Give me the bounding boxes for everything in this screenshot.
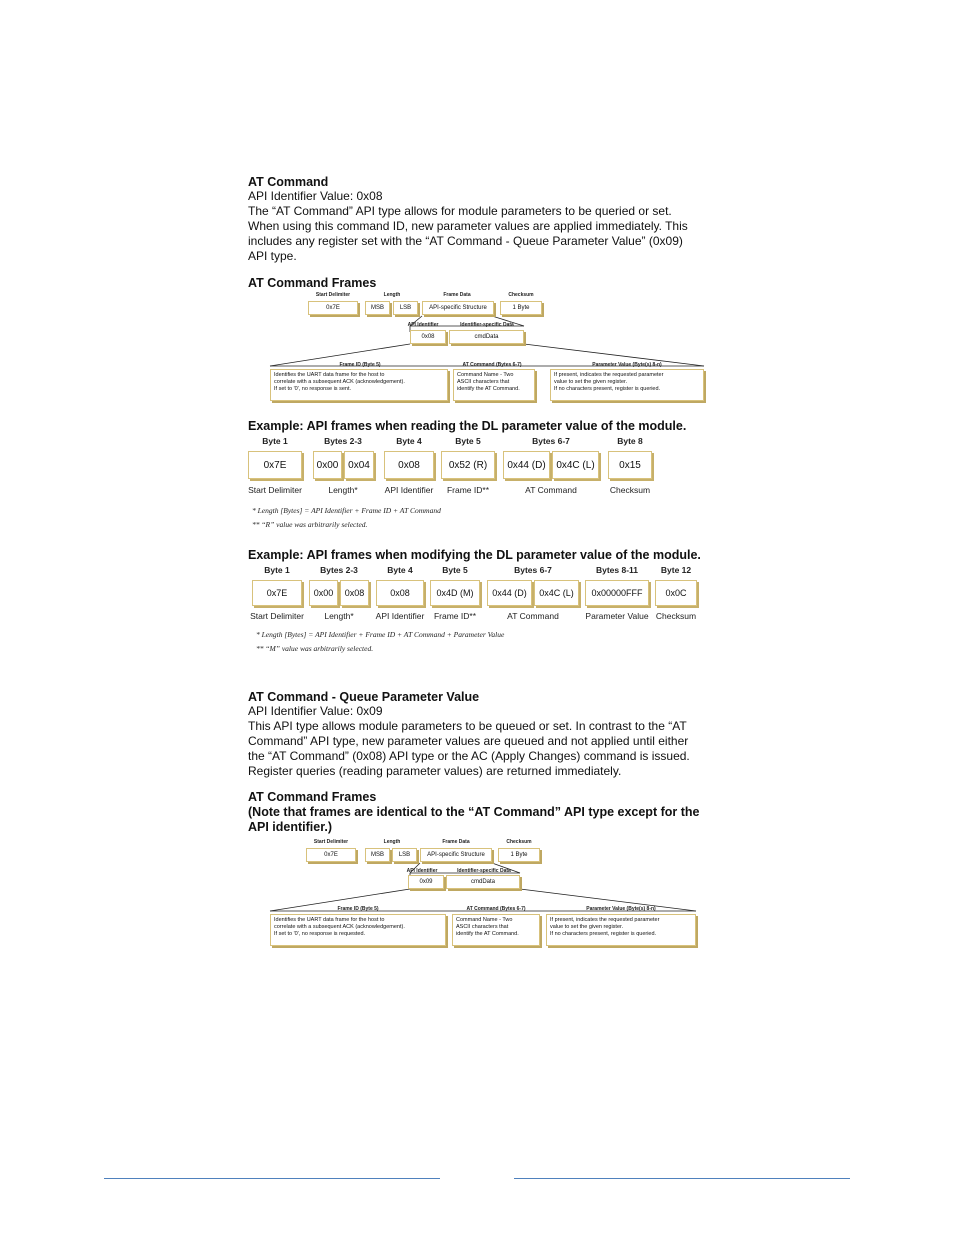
footnote: ** “R” value was arbitrarily selected. [252, 520, 368, 529]
byte-cell: 0x00 [309, 580, 338, 606]
at-command-description: Command Name - Two ASCII characters that identify the AT Command. [453, 369, 535, 401]
example-title: Example: API frames when reading the DL parameter value of the module. [248, 419, 687, 433]
frame-id-description: Identifies the UART data frame for the host to correlate with a subsequent ACK (acknowledgement). If set to '0', no response is sent. [270, 369, 448, 401]
frame-id-description: Identifies the UART data frame for the host to correlate with a subsequent ACK (acknowledgement). If set to '0', no response is requested. [270, 914, 446, 946]
start-delimiter-box: 0x7E [308, 301, 358, 315]
section-title: AT Command - Queue Parameter Value [248, 690, 480, 704]
msb-box: MSB [365, 301, 390, 315]
checksum-box: 1 Byte [498, 848, 540, 862]
byte-cell: 0x4C (L) [534, 580, 579, 606]
cmd-data-box: cmdData [446, 875, 520, 889]
footnote: * Length [Bytes] = API Identifier + Frame ID + AT Command + Parameter Value [256, 630, 505, 639]
byte-cell: 0x08 [340, 580, 369, 606]
start-delimiter-box: 0x7E [306, 848, 356, 862]
parameter-value-description: If present, indicates the requested parameter value to set the given register. If no characters present, register is queried. [546, 914, 696, 946]
msb-box: MSB [365, 848, 390, 862]
footnote: ** “M” value was arbitrarily selected. [256, 644, 374, 653]
byte-cell: 0x52 (R) [441, 451, 495, 479]
lsb-box: LSB [392, 848, 417, 862]
frames-note: (Note that frames are identical to the “AT Command” API type except for the API identifier.) [248, 805, 700, 834]
byte-cell: 0x44 (D) [503, 451, 550, 479]
byte-cell: 0x15 [608, 451, 652, 479]
parameter-value-description: If present, indicates the requested parameter value to set the given register. If no characters present, register is queried. [550, 369, 704, 401]
api-structure-box: API-specific Structure [422, 301, 494, 315]
section-body: This API type allows module parameters to be queued or set. In contrast to the “AT Command” API type, new parameter values are queued and not applied until either the “AT Command” (0x08) API type or the AC (Apply Changes) command is issued. Register queries (reading parameter values) are returned immediately. [248, 719, 690, 778]
frame-structure-diagram: Start Delimiter Length Frame Data Checksum 0x7E MSB LSB API-specific Structure 1 Byte API Identifier Identifier-specific Data 0x08 cmdData Frame ID (Byte 5) AT Command (Bytes 6-7) Parameter Value (Byte(s) 8-n) Identifies the UART data frame for the host to correlate with a subsequent ACK (acknowledgement). If set to '0', no response is sent. Command Name - Two ASCII characters that identify the AT Command. If present, indicates the requested parameter value to set the given register. If no characters present, register is queried. [262, 292, 712, 407]
byte-cell: 0x4D (M) [430, 580, 480, 606]
cmd-data-box: cmdData [449, 330, 524, 344]
section-title: AT Command [248, 175, 329, 189]
footnote: * Length [Bytes] = API Identifier + Frame ID + AT Command [252, 506, 441, 515]
example-title: Example: API frames when modifying the DL parameter value of the module. [248, 548, 701, 562]
byte-cell: 0x0C [655, 580, 697, 606]
byte-cell: 0x7E [248, 451, 302, 479]
section-body: The “AT Command” API type allows for module parameters to be queried or set. When using this command ID, new parameter values are applied immediately. This includes any register set with the “AT Command - Queue Parameter Value” (0x09) API type. [248, 204, 688, 263]
frames-title: AT Command Frames [248, 790, 377, 804]
byte-cell: 0x44 (D) [487, 580, 532, 606]
byte-cell: 0x00000FFF [585, 580, 649, 606]
api-identifier-value: API Identifier Value: 0x08 [248, 189, 383, 203]
checksum-box: 1 Byte [500, 301, 542, 315]
frame-structure-diagram: Start Delimiter Length Frame Data Checksum 0x7E MSB LSB API-specific Structure 1 Byte API Identifier Identifier-specific Data 0x09 cmdData Frame ID (Byte 5) AT Command (Bytes 6-7) Parameter Value (Byte(s) 8-n) Identifies the UART data frame for the host to correlate with a subsequent ACK (acknowledgement). If set to '0', no response is requested. Command Name - Two ASCII characters that identify the AT Command. If present, indicates the requested parameter value to set the given register. If no characters present, register is queried. [262, 839, 712, 954]
api-identifier-value: API Identifier Value: 0x09 [248, 704, 383, 718]
byte-cell: 0x7E [252, 580, 302, 606]
byte-cell: 0x00 [313, 451, 342, 479]
byte-cell: 0x04 [344, 451, 374, 479]
api-identifier-box: 0x09 [408, 875, 444, 889]
footer-rule-left [104, 1178, 440, 1179]
byte-cell: 0x4C (L) [552, 451, 599, 479]
at-command-description: Command Name - Two ASCII characters that identify the AT Command. [452, 914, 540, 946]
footer-rule-right [514, 1178, 850, 1179]
frames-title: AT Command Frames [248, 276, 377, 290]
api-structure-box: API-specific Structure [420, 848, 492, 862]
lsb-box: LSB [393, 301, 418, 315]
api-identifier-box: 0x08 [410, 330, 446, 344]
byte-cell: 0x08 [376, 580, 424, 606]
byte-cell: 0x08 [384, 451, 434, 479]
